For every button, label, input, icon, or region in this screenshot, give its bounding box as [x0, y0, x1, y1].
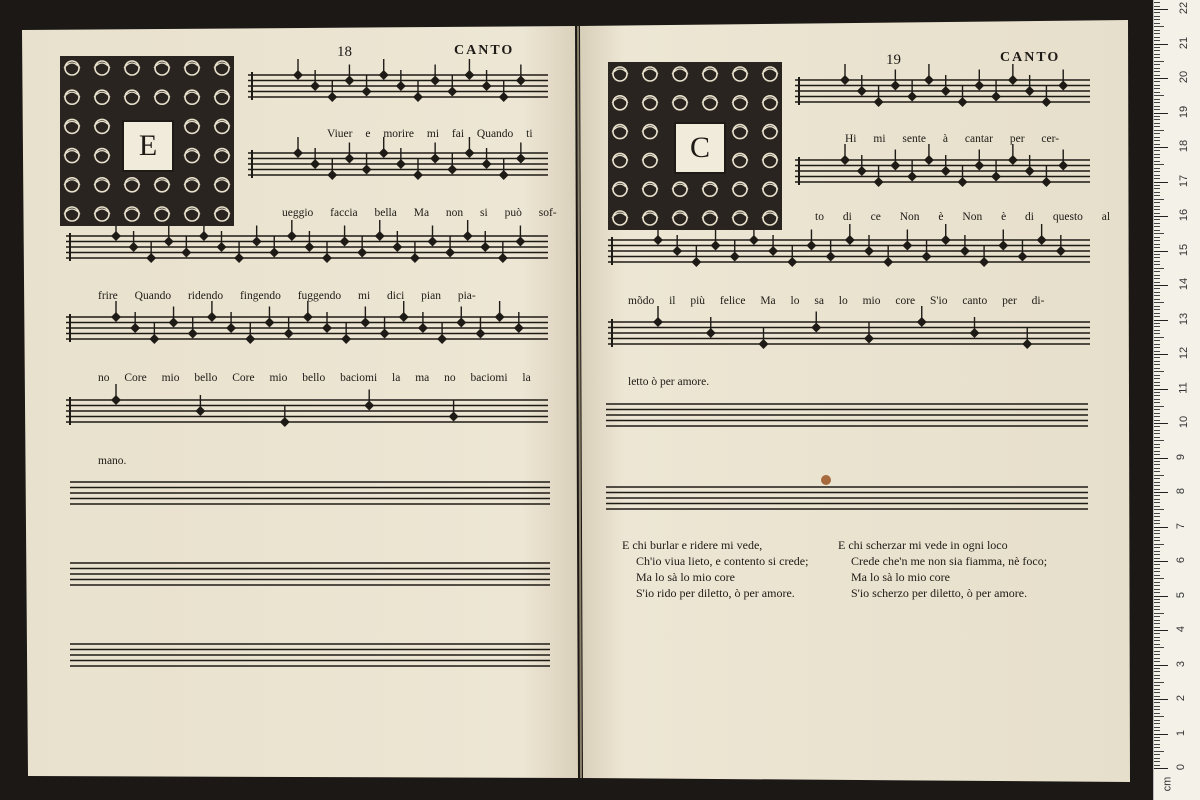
right-initial-capital: C — [674, 122, 726, 174]
ruler-subtick — [1154, 375, 1160, 376]
ruler-subtick — [1154, 464, 1160, 465]
ruler-subtick — [1154, 678, 1160, 679]
ruler-subtick — [1154, 547, 1160, 548]
ruler-number: 8 — [1175, 487, 1188, 495]
ruler-subtick — [1154, 654, 1160, 655]
ruler-number: 7 — [1175, 522, 1188, 529]
ruler-subtick — [1154, 85, 1160, 86]
ruler-subtick — [1154, 140, 1160, 141]
ruler-subtick — [1154, 689, 1160, 690]
ruler-subtick — [1154, 244, 1160, 245]
ruler-subtick — [1154, 765, 1160, 766]
ruler-unit-label: cm — [1161, 776, 1174, 792]
ruler-number: 5 — [1175, 591, 1188, 598]
ruler-number: 1 — [1175, 729, 1188, 736]
ruler-number: 19 — [1178, 105, 1191, 118]
ruler-subtick — [1154, 26, 1164, 27]
ruler-subtick — [1154, 99, 1160, 100]
ruler-subtick — [1154, 313, 1160, 314]
ruler-subtick — [1154, 37, 1160, 38]
ruler-subtick — [1154, 126, 1160, 127]
ruler-subtick — [1154, 88, 1160, 89]
ruler-tick — [1154, 216, 1168, 217]
ruler-tick — [1154, 665, 1168, 666]
ruler-subtick — [1154, 271, 1160, 272]
ruler-subtick — [1154, 209, 1160, 210]
ruler-subtick — [1154, 737, 1160, 738]
ruler-subtick — [1154, 364, 1160, 365]
ruler-subtick — [1154, 599, 1160, 600]
verse-left-line-3: Ma lo sà lo mio core — [636, 570, 735, 584]
ruler-subtick — [1154, 175, 1160, 176]
ruler-subtick — [1154, 185, 1160, 186]
ruler-subtick — [1154, 430, 1160, 431]
ruler-subtick — [1154, 309, 1160, 310]
stain — [821, 475, 831, 485]
ruler-subtick — [1154, 351, 1160, 352]
ruler-subtick — [1154, 402, 1160, 403]
right-page-header: CANTO — [1000, 50, 1061, 65]
ruler-subtick — [1154, 144, 1160, 145]
ruler-subtick — [1154, 102, 1160, 103]
ruler-subtick — [1154, 40, 1160, 41]
ruler-subtick — [1154, 482, 1160, 483]
ruler-subtick — [1154, 392, 1160, 393]
ruler-number: 17 — [1178, 174, 1191, 187]
ruler-tick — [1154, 561, 1168, 562]
ruler-subtick — [1154, 299, 1160, 300]
ruler-subtick — [1154, 716, 1164, 717]
ruler-subtick — [1154, 685, 1160, 686]
ruler-subtick — [1154, 57, 1160, 58]
ruler-subtick — [1154, 137, 1160, 138]
ruler-tick — [1154, 699, 1168, 700]
ruler-subtick — [1154, 606, 1160, 607]
ruler-subtick — [1154, 409, 1160, 410]
ruler-subtick — [1154, 751, 1164, 752]
ruler-subtick — [1154, 54, 1160, 55]
ruler-subtick — [1154, 50, 1160, 51]
verse-left-line-1: E chi burlar e ridere mi vede, — [622, 538, 763, 552]
ruler-subtick — [1154, 613, 1164, 614]
ruler-subtick — [1154, 23, 1160, 24]
ruler-subtick — [1154, 233, 1164, 234]
ruler-subtick — [1154, 109, 1160, 110]
ruler-subtick — [1154, 195, 1160, 196]
ruler-subtick — [1154, 302, 1164, 303]
ruler-subtick — [1154, 620, 1160, 621]
ruler-subtick — [1154, 696, 1160, 697]
verse-left-line-2: Ch'io viua lieto, e contento si crede; — [636, 554, 809, 568]
ruler-subtick — [1154, 706, 1160, 707]
ruler-subtick — [1154, 675, 1160, 676]
ruler-subtick — [1154, 95, 1164, 96]
ruler-subtick — [1154, 116, 1160, 117]
ruler-subtick — [1154, 440, 1164, 441]
verse-right-line-1: E chi scherzar mi vede in ogni loco — [838, 538, 1008, 552]
ruler-subtick — [1154, 558, 1160, 559]
ruler-subtick — [1154, 471, 1160, 472]
ruler-tick — [1154, 596, 1168, 597]
verse-left-line-4: S'io rido per diletto, ò per amore. — [636, 586, 795, 600]
ruler-subtick — [1154, 188, 1160, 189]
ruler-subtick — [1154, 589, 1160, 590]
ruler-subtick — [1154, 19, 1160, 20]
ruler-subtick — [1154, 420, 1160, 421]
ruler-number: 6 — [1175, 556, 1188, 564]
ruler-subtick — [1154, 540, 1160, 541]
left-lyric-line-2: ueggio faccia bella Ma non si può sof- — [282, 207, 557, 219]
ruler-subtick — [1154, 119, 1160, 120]
ruler-subtick — [1154, 578, 1164, 579]
ruler-subtick — [1154, 219, 1160, 220]
ruler-tick — [1154, 285, 1168, 286]
measuring-ruler — [1153, 0, 1200, 800]
ruler-subtick — [1154, 330, 1160, 331]
ruler-subtick — [1154, 264, 1160, 265]
ruler-subtick — [1154, 627, 1160, 628]
ruler-subtick — [1154, 640, 1160, 641]
ruler-subtick — [1154, 720, 1160, 721]
ruler-subtick — [1154, 682, 1164, 683]
ruler-number: 2 — [1175, 694, 1188, 702]
ruler-subtick — [1154, 568, 1160, 569]
ruler-subtick — [1154, 12, 1160, 13]
ruler-number: 22 — [1178, 1, 1191, 15]
ruler-subtick — [1154, 651, 1160, 652]
ruler-subtick — [1154, 571, 1160, 572]
ruler-subtick — [1154, 740, 1160, 741]
left-lyric-line-1: Viuer e morire mi fai Quando ti — [327, 128, 533, 140]
ruler-number: 3 — [1175, 660, 1188, 667]
ruler-subtick — [1154, 478, 1160, 479]
ruler-subtick — [1154, 426, 1160, 427]
ruler-subtick — [1154, 247, 1160, 248]
ruler-subtick — [1154, 537, 1160, 538]
ruler-subtick — [1154, 582, 1160, 583]
ruler-subtick — [1154, 223, 1160, 224]
ruler-tick — [1154, 320, 1168, 321]
ruler-subtick — [1154, 754, 1160, 755]
ruler-subtick — [1154, 171, 1160, 172]
ruler-subtick — [1154, 326, 1160, 327]
ruler-subtick — [1154, 92, 1160, 93]
ruler-tick — [1154, 458, 1168, 459]
ruler-subtick — [1154, 106, 1160, 107]
ruler-subtick — [1154, 268, 1164, 269]
ruler-subtick — [1154, 64, 1160, 65]
ruler-subtick — [1154, 509, 1164, 510]
ruler-subtick — [1154, 278, 1160, 279]
ruler-subtick — [1154, 671, 1160, 672]
ruler-subtick — [1154, 306, 1160, 307]
ruler-number: 15 — [1178, 243, 1191, 256]
ruler-number: 20 — [1178, 70, 1191, 84]
ruler-subtick — [1154, 544, 1164, 545]
ruler-subtick — [1154, 758, 1160, 759]
ruler-subtick — [1154, 730, 1160, 731]
ruler-number: 18 — [1178, 139, 1191, 153]
ruler-subtick — [1154, 47, 1160, 48]
ruler-subtick — [1154, 340, 1160, 341]
ruler-subtick — [1154, 237, 1160, 238]
ruler-subtick — [1154, 292, 1160, 293]
ruler-subtick — [1154, 178, 1160, 179]
ruler-number: 9 — [1175, 453, 1188, 460]
verse-right-line-3: Ma lo sà lo mio core — [851, 570, 950, 584]
ruler-subtick — [1154, 461, 1160, 462]
ruler-subtick — [1154, 81, 1160, 82]
ruler-number: 16 — [1178, 208, 1191, 222]
ruler-subtick — [1154, 451, 1160, 452]
ruler-subtick — [1154, 551, 1160, 552]
ruler-subtick — [1154, 164, 1164, 165]
ruler-subtick — [1154, 520, 1160, 521]
ruler-subtick — [1154, 168, 1160, 169]
ruler-subtick — [1154, 382, 1160, 383]
ruler-subtick — [1154, 257, 1160, 258]
ruler-tick — [1154, 147, 1168, 148]
left-lyric-line-5: mano. — [98, 455, 127, 467]
left-page-number: 18 — [337, 44, 352, 60]
ruler-subtick — [1154, 130, 1164, 131]
ruler-subtick — [1154, 530, 1160, 531]
ruler-subtick — [1154, 609, 1160, 610]
ruler-subtick — [1154, 744, 1160, 745]
ruler-subtick — [1154, 499, 1160, 500]
ruler-subtick — [1154, 564, 1160, 565]
ruler-subtick — [1154, 723, 1160, 724]
ruler-number: 0 — [1175, 763, 1188, 771]
ruler-subtick — [1154, 150, 1160, 151]
ruler-subtick — [1154, 692, 1160, 693]
ruler-subtick — [1154, 213, 1160, 214]
ruler-subtick — [1154, 385, 1160, 386]
ruler-subtick — [1154, 378, 1160, 379]
ruler-tick — [1154, 9, 1168, 10]
ruler-subtick — [1154, 661, 1160, 662]
right-page-number: 19 — [886, 52, 901, 68]
right-lyric-line-3: mõdo il più felice Ma lo sa lo mio core S'io canto per di- — [628, 295, 1045, 307]
ruler-subtick — [1154, 399, 1160, 400]
left-lyric-line-3: frire Quando ridendo fingendo fuggendo mi dici pian pia- — [98, 290, 476, 302]
ruler-subtick — [1154, 123, 1160, 124]
ruler-subtick — [1154, 602, 1160, 603]
ruler-subtick — [1154, 761, 1160, 762]
ruler-subtick — [1154, 75, 1160, 76]
ruler-subtick — [1154, 616, 1160, 617]
ruler-tick — [1154, 389, 1168, 390]
ruler-subtick — [1154, 502, 1160, 503]
ruler-subtick — [1154, 433, 1160, 434]
ruler-subtick — [1154, 361, 1160, 362]
left-page-header: CANTO — [454, 43, 515, 58]
ruler-subtick — [1154, 282, 1160, 283]
ruler-number: 12 — [1178, 346, 1191, 360]
ruler-tick — [1154, 182, 1168, 183]
ruler-subtick — [1154, 199, 1164, 200]
ruler-subtick — [1154, 489, 1160, 490]
ruler-subtick — [1154, 230, 1160, 231]
right-lyric-line-2: to di ce Non è Non è di questo al — [815, 211, 1111, 223]
left-initial-capital: E — [122, 120, 174, 172]
ruler-subtick — [1154, 61, 1164, 62]
ruler-subtick — [1154, 554, 1160, 555]
ruler-tick — [1154, 527, 1168, 528]
ruler-subtick — [1154, 347, 1160, 348]
right-lyric-line-4: letto ò per amore. — [628, 376, 710, 388]
ruler-subtick — [1154, 368, 1160, 369]
ruler-subtick — [1154, 668, 1160, 669]
ruler-subtick — [1154, 240, 1160, 241]
ruler-tick — [1154, 78, 1168, 79]
ruler-subtick — [1154, 254, 1160, 255]
ruler-number: 11 — [1177, 381, 1190, 394]
ruler-subtick — [1154, 295, 1160, 296]
ruler-subtick — [1154, 30, 1160, 31]
ruler-subtick — [1154, 523, 1160, 524]
ruler-number: 4 — [1175, 625, 1188, 633]
ruler-subtick — [1154, 371, 1164, 372]
ruler-subtick — [1154, 206, 1160, 207]
ruler-subtick — [1154, 357, 1160, 358]
ruler-subtick — [1154, 337, 1164, 338]
ruler-tick — [1154, 354, 1168, 355]
ruler-subtick — [1154, 406, 1164, 407]
right-lyric-line-1: Hi mi sente à cantar per cer- — [845, 133, 1060, 145]
ruler-tick — [1154, 423, 1168, 424]
left-lyric-line-4: no Core mio bello Core mio bello baciomi la ma no baciomi la — [98, 372, 531, 384]
ruler-tick — [1154, 113, 1168, 114]
ruler-subtick — [1154, 747, 1160, 748]
ruler-subtick — [1154, 513, 1160, 514]
ruler-subtick — [1154, 709, 1160, 710]
ruler-subtick — [1154, 261, 1160, 262]
ruler-tick — [1154, 251, 1168, 252]
ruler-subtick — [1154, 633, 1160, 634]
ruler-subtick — [1154, 344, 1160, 345]
ruler-number: 10 — [1178, 415, 1191, 429]
ruler-subtick — [1154, 702, 1160, 703]
ruler-subtick — [1154, 71, 1160, 72]
ruler-subtick — [1154, 157, 1160, 158]
ruler-subtick — [1154, 16, 1160, 17]
ruler-subtick — [1154, 592, 1160, 593]
ruler-subtick — [1154, 637, 1160, 638]
ruler-tick — [1154, 44, 1168, 45]
ruler-subtick — [1154, 644, 1160, 645]
ruler-subtick — [1154, 444, 1160, 445]
ruler-subtick — [1154, 154, 1160, 155]
ruler-subtick — [1154, 416, 1160, 417]
ruler-number: 13 — [1178, 312, 1191, 325]
verse-right-line-2: Crede che'n me non sia fiamma, nè foco; — [851, 554, 1048, 568]
ruler-tick — [1154, 492, 1168, 493]
ruler-number: 14 — [1178, 277, 1191, 291]
ruler-tick — [1154, 734, 1168, 735]
ruler-subtick — [1154, 68, 1160, 69]
ruler-subtick — [1154, 468, 1160, 469]
ruler-number: 21 — [1178, 36, 1191, 49]
ruler-subtick — [1154, 516, 1160, 517]
ruler-subtick — [1154, 413, 1160, 414]
ruler-subtick — [1154, 323, 1160, 324]
ruler-subtick — [1154, 202, 1160, 203]
ruler-subtick — [1154, 316, 1160, 317]
ruler-subtick — [1154, 533, 1160, 534]
ruler-subtick — [1154, 454, 1160, 455]
ruler-subtick — [1154, 506, 1160, 507]
ruler-subtick — [1154, 485, 1160, 486]
ruler-subtick — [1154, 437, 1160, 438]
ruler-subtick — [1154, 713, 1160, 714]
ruler-subtick — [1154, 333, 1160, 334]
ruler-subtick — [1154, 658, 1160, 659]
ruler-subtick — [1154, 133, 1160, 134]
ruler-subtick — [1154, 288, 1160, 289]
ruler-subtick — [1154, 275, 1160, 276]
ruler-subtick — [1154, 395, 1160, 396]
ruler-subtick — [1154, 575, 1160, 576]
ruler-tick — [1154, 630, 1168, 631]
ruler-subtick — [1154, 475, 1164, 476]
ruler-subtick — [1154, 447, 1160, 448]
ruler-subtick — [1154, 226, 1160, 227]
ruler-subtick — [1154, 2, 1160, 3]
ruler-subtick — [1154, 647, 1164, 648]
ruler-subtick — [1154, 495, 1160, 496]
verse-right-line-4: S'io scherzo per diletto, ò per amore. — [851, 586, 1028, 600]
ruler-subtick — [1154, 33, 1160, 34]
ruler-subtick — [1154, 585, 1160, 586]
ruler-subtick — [1154, 623, 1160, 624]
ruler-subtick — [1154, 161, 1160, 162]
ruler-subtick — [1154, 192, 1160, 193]
ruler-tick — [1154, 768, 1168, 769]
ruler-subtick — [1154, 727, 1160, 728]
ruler-subtick — [1154, 6, 1160, 7]
